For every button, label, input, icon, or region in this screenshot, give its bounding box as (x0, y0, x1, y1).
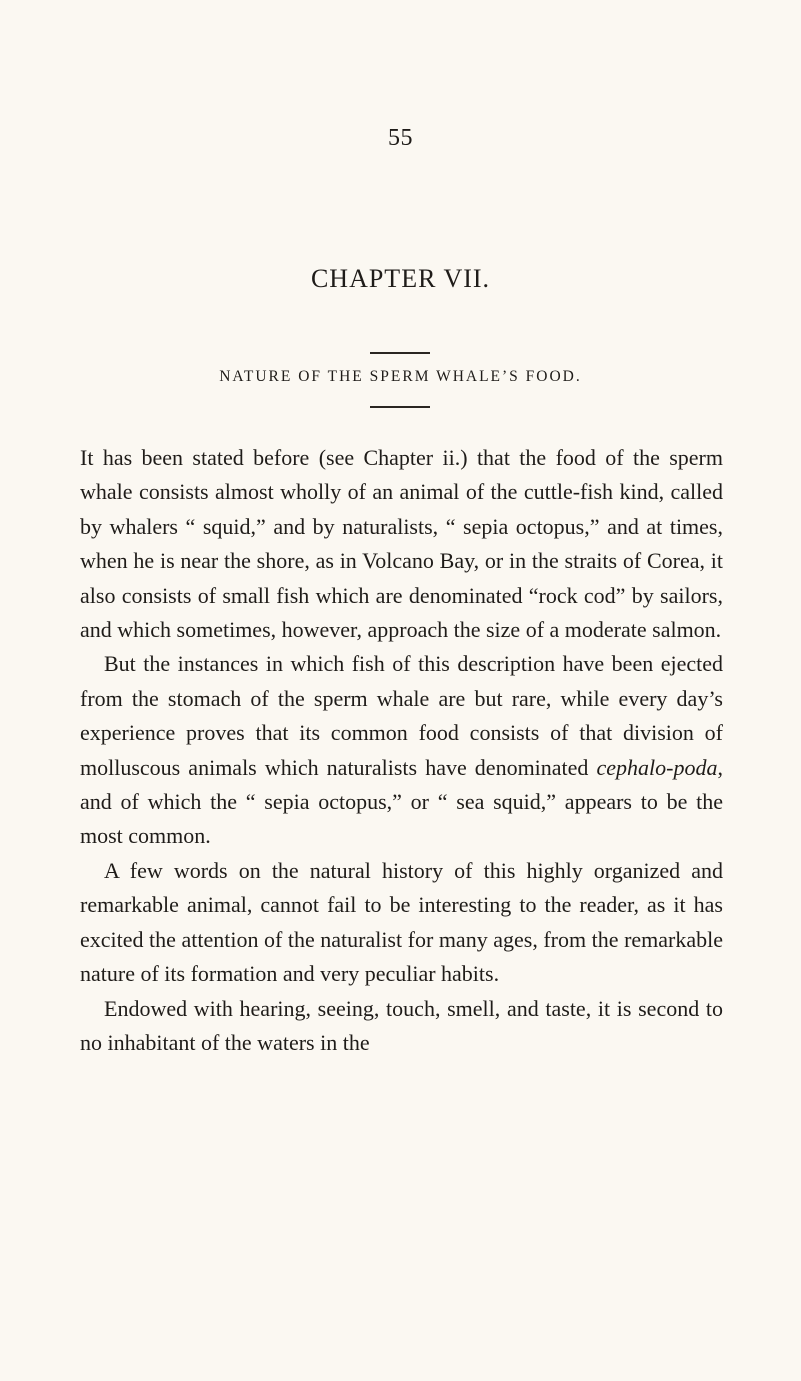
paragraph-4: Endowed with hearing, seeing, touch, smell, and taste, it is second to no inhabitant of the waters in the (80, 995, 723, 1055)
paragraph-2-text-after: , and of which the “ sepia octopus,” or “ sea squid,” appears to be the most common. (80, 754, 723, 849)
divider-rule-bottom (370, 406, 430, 408)
paragraph-3: A few words on the natural history of this highly organized and remarkable animal, cannot fail to be interesting to the reader, as it has excited the attention of the naturalist for many ages, from the remarkable nature of its formation and very peculiar habits. (80, 857, 723, 987)
divider-rule-top (370, 352, 430, 354)
body-text (80, 441, 723, 1060)
paragraph-2-text-before: But the instances in which fish of this description have been ejected from the stomach of the sperm whale are but rare, while every day’s experience proves that its common food consists of that division of molluscous animals which naturalists have denominated (80, 651, 723, 780)
paragraph-2-italic-term: cephalo-poda (596, 754, 718, 780)
chapter-subtitle: NATURE OF THE SPERM WHALE’S FOOD. (219, 368, 582, 385)
paragraph-1: It has been stated before (see Chapter ii.) that the food of the sperm whale consists almost wholly of an animal of the cuttle-fish kind, called by whalers “ squid,” and by naturalists, “ sepia octopus,” and at times, when he is near the shore, as in Volcano Bay, or in the straits of Corea, it also consists of small fish which are denominated “rock cod” by sailors, and which sometimes, however, approach the size of a moderate salmon. (80, 445, 723, 643)
chapter-title: CHAPTER VII. (310, 264, 491, 293)
page-number: 55 (388, 125, 413, 151)
paragraph-2 (80, 647, 723, 853)
